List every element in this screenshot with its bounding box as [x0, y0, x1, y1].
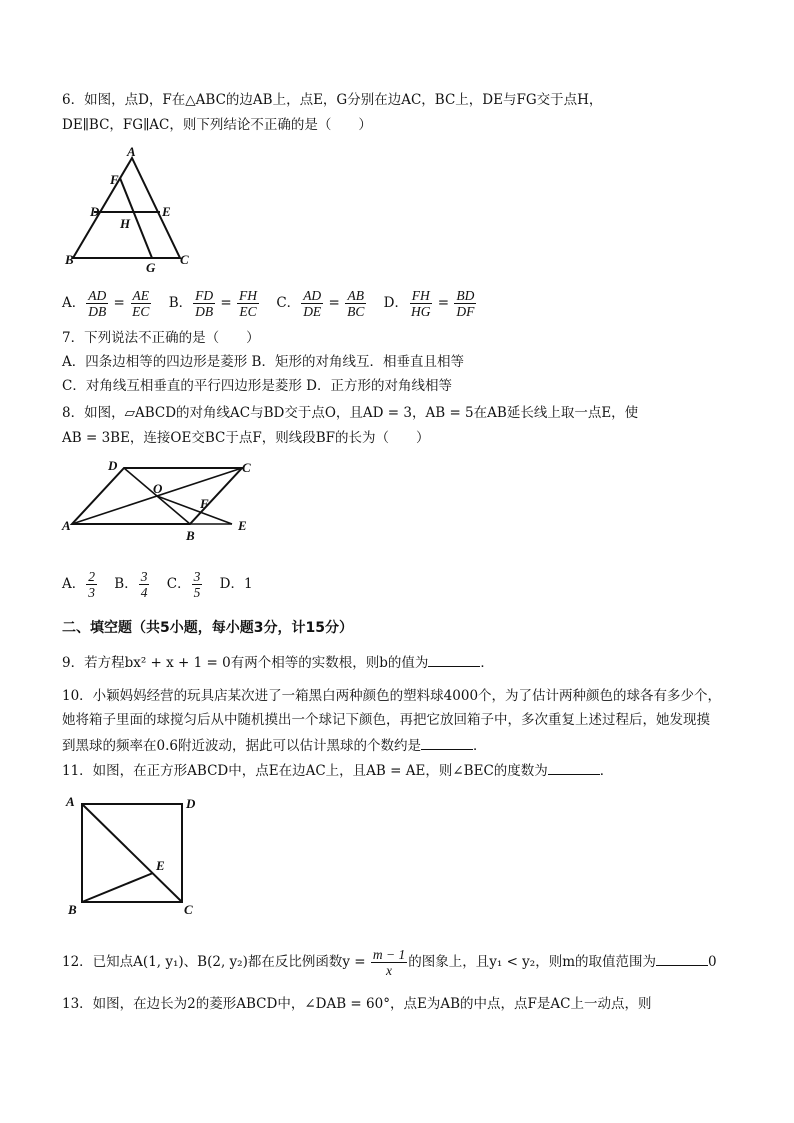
q8-option-b[interactable]: B． $\frac{3}{4}$: [114, 568, 148, 600]
q7-options-cd[interactable]: C．对角线互相垂直的平行四边形是菱形 D．正方形的对角线相等: [62, 378, 452, 394]
q8-label-D: D: [108, 458, 118, 473]
q6-label-H: H: [120, 216, 131, 231]
q11-square-figure: [62, 790, 212, 920]
q8-label-F: F: [200, 496, 209, 511]
q6-label-B: B: [65, 252, 74, 267]
q6-label-F: F: [110, 172, 119, 187]
q6-label-G: G: [146, 260, 156, 275]
q12-text-after: 的图象上，且y₁ < y₂，则m的取值范围为: [408, 954, 657, 970]
q8-label-O: O: [153, 481, 163, 496]
section-heading-fill-in: 二、填空题（共5小题，每小题3分，计15分）: [62, 620, 353, 636]
q11-label-B: B: [68, 902, 77, 917]
q10-text: 到黑球的频率在0.6附近波动，据此可以估计黑球的个数约是: [62, 738, 421, 754]
q10-line3: 到黑球的频率在0.6附近波动，据此可以估计黑球的个数约是 ．: [62, 735, 486, 756]
q11-text: 11．如图，在正方形ABCD中，点E在边AC上，且AB = AE，则∠BEC的度数为: [62, 763, 548, 779]
q11-answer-blank[interactable]: [548, 760, 600, 775]
q8-stem-line1: 8．如图，▱ABCD的对角线AC与BD交于点O，且AD = 3，AB = 5在AB延长线上取一点E，使: [62, 405, 639, 421]
q7-options-ab[interactable]: A．四条边相等的四边形是菱形 B．矩形的对角线互．相垂直且相等: [62, 354, 464, 370]
q6-option-d[interactable]: D． $\frac{FH}{HG}$ = $\frac{BD}{DF}$: [383, 287, 475, 319]
q6-options: [62, 284, 489, 322]
q12-answer-blank[interactable]: [656, 951, 708, 966]
q10-line1: 10．小颖妈妈经营的玩具店某次进了一箱黑白两种颜色的塑料球4000个，为了估计两种颜色的球各有多少个，: [62, 688, 722, 704]
q13-line: 13．如图，在边长为2的菱形ABCD中，∠DAB = 60°，点E为AB的中点，点F是AC上一动点，则: [62, 996, 652, 1012]
q6-option-c[interactable]: C． $\frac{AD}{DE}$ = $\frac{AB}{BC}$: [276, 287, 365, 319]
q11-label-D: D: [186, 796, 196, 811]
q11-line: 11．如图，在正方形ABCD中，点E在边AC上，且AB = AE，则∠BEC的度数为 ．: [62, 760, 613, 781]
q8-label-A: A: [62, 518, 71, 533]
q6-option-b[interactable]: B． $\frac{FD}{DB}$ = $\frac{FH}{EC}$: [168, 287, 258, 319]
q12-tail: 0: [708, 954, 717, 970]
q8-label-E: E: [238, 518, 247, 533]
q9-answer-blank[interactable]: [428, 652, 480, 667]
q12-text-before: 12．已知点A(1, y₁)、B(2, y₂)都在反比例函数y =: [62, 954, 366, 970]
q6-option-a[interactable]: A． $\frac{AD}{DB}$ = $\frac{AE}{EC}$: [62, 287, 150, 319]
q6-triangle-figure: [60, 142, 200, 277]
q9-line: 9．若方程bx² + x + 1 = 0有两个相等的实数根，则b的值为 ．: [62, 652, 494, 673]
q6-stem-line1: 6．如图，点D，F在△ABC的边AB上，点E，G分别在边AC，BC上，DE与FG交于点H，: [62, 92, 603, 108]
q12-line: [62, 944, 717, 980]
q10-answer-blank[interactable]: [421, 735, 473, 750]
q6-stem-line2: DE∥BC，FG∥AC，则下列结论不正确的是（ ）: [62, 117, 372, 133]
q12-fraction: $\frac{m - 1}{x}$: [372, 947, 406, 978]
q6-label-E: E: [162, 204, 171, 219]
q6-label-D: D: [90, 204, 100, 219]
q8-option-d[interactable]: D． 1: [219, 576, 253, 592]
q10-line2: 她将箱子里面的球搅匀后从中随机摸出一个球记下颜色，再把它放回箱子中，多次重复上述过程后，她发现摸: [62, 712, 710, 728]
q11-label-E: E: [156, 858, 165, 873]
q6-label-C: C: [180, 252, 189, 267]
q9-text: 9．若方程bx² + x + 1 = 0有两个相等的实数根，则b的值为: [62, 655, 429, 671]
q7-stem: 7．下列说法不正确的是（ ）: [62, 330, 260, 346]
q11-label-A: A: [66, 794, 75, 809]
q8-parallelogram-figure: [60, 458, 260, 543]
q8-label-B: B: [186, 528, 195, 543]
q8-stem-line2: AB = 3BE，连接OE交BC于点F，则线段BF的长为（ ）: [62, 430, 430, 446]
q11-label-C: C: [184, 902, 193, 917]
q6-label-A: A: [127, 144, 136, 159]
q8-options: [62, 564, 265, 604]
q8-option-c[interactable]: C． $\frac{3}{5}$: [166, 568, 201, 600]
q8-option-a[interactable]: A． $\frac{2}{3}$: [62, 568, 95, 600]
q8-label-C: C: [242, 460, 251, 475]
